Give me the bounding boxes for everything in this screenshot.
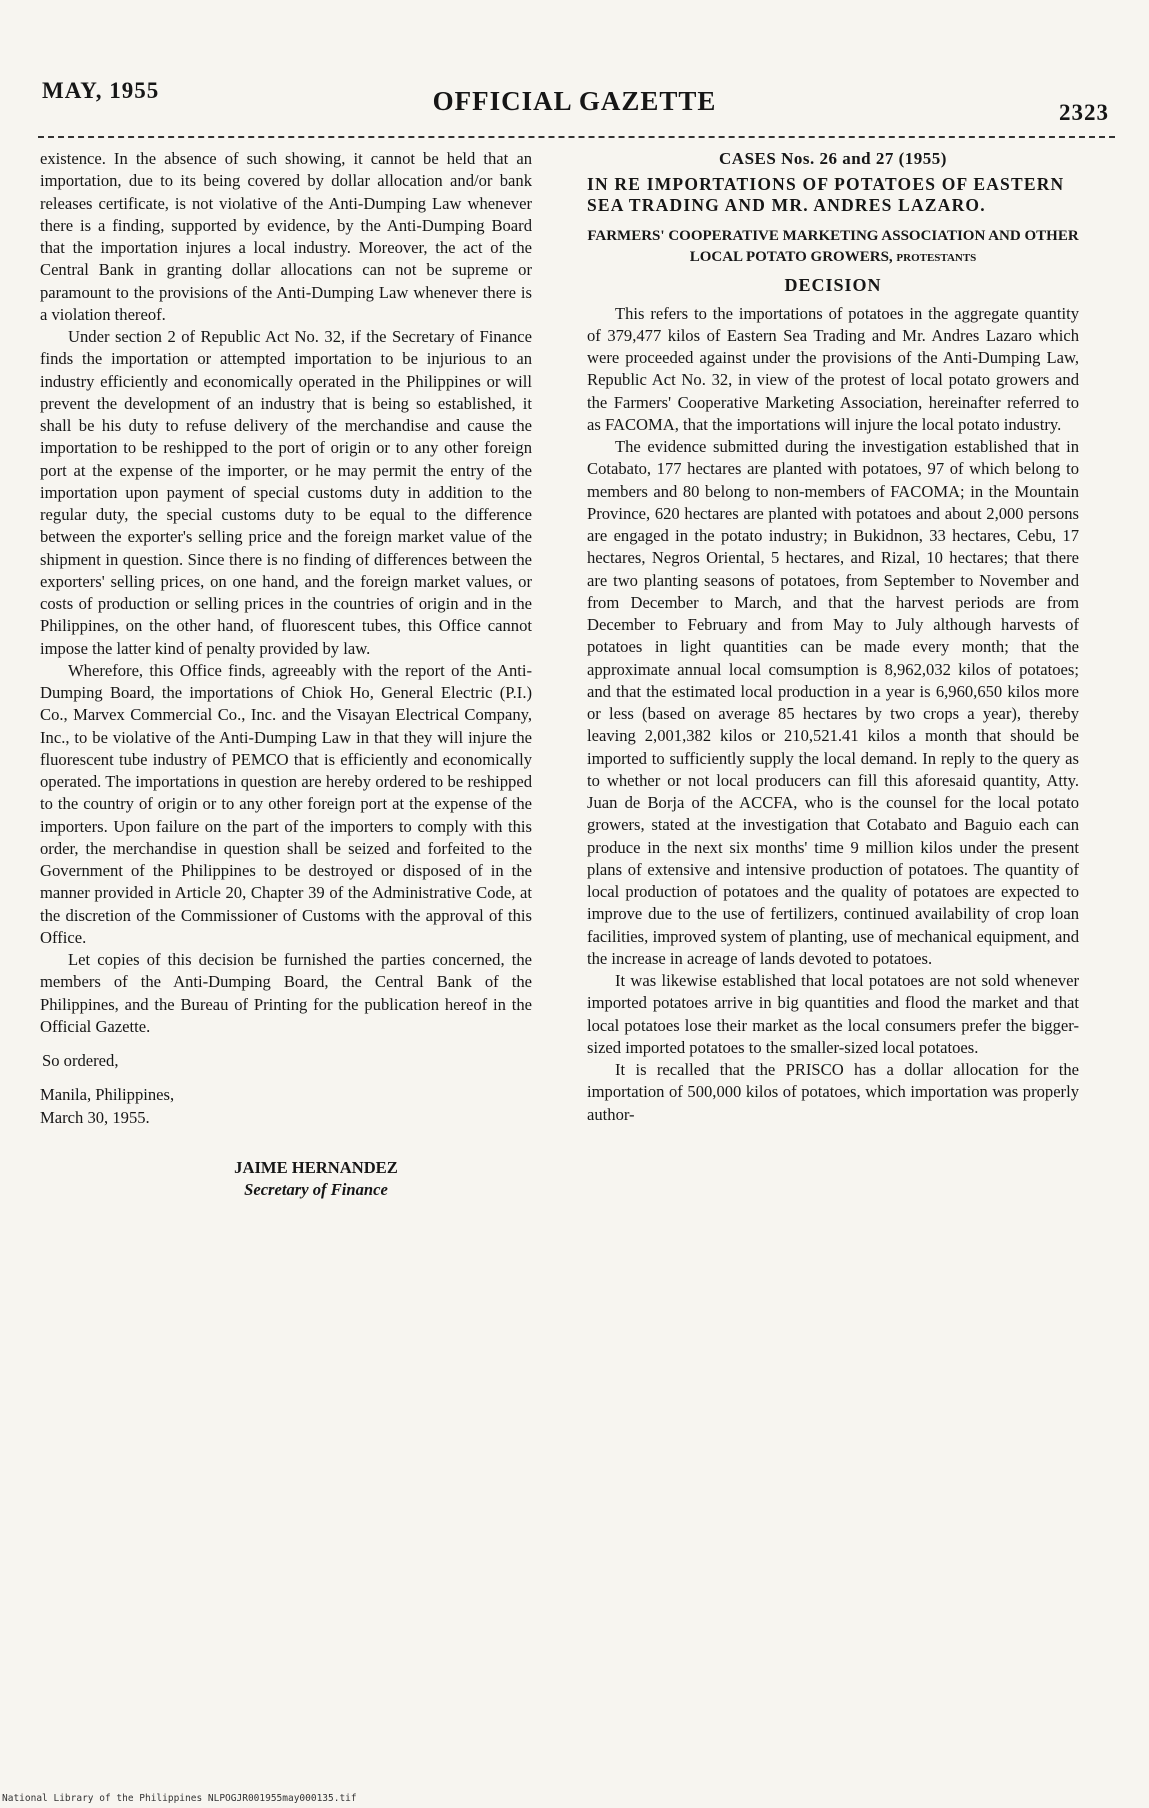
right-paragraph-4: It is recalled that the PRISCO has a dollar allocation for the importation of 500,000 kilos of potatoes, which importation was properly author- (587, 1060, 1079, 1124)
left-paragraph-3: Wherefore, this Office finds, agreeably with the report of the Anti-Dumping Board, the importations of Chiok Ho, General Electric (P.I.) Co., Marvex Commercial Co., Inc. and the Visayan Electrical Company, Inc., to be violative of the Anti-Dumping Law in that they will injure the fluorescent tube industry of PEMCO that is efficiently and economically operated. The importations in question are hereby ordered to be reshipped to the country of origin or to any other foreign port at the expense of the importers. Upon failure on the part of the importers to comply with this order, the merchandise in question shall be seized and forfeited to the Government of the Philippines to be destroyed or disposed of in the manner provided in Article 20, Chapter 39 of the Administrative Code, at the discretion of the Commissioner of Customs with the approval of this Office. (40, 660, 532, 947)
case-numbers: CASES Nos. 26 and 27 (1955) (719, 149, 947, 168)
left-paragraph-4: Let copies of this decision be furnished the parties concerned, the members of the Anti-Dumping Board, the Central Bank of the Philippines, and the Bureau of Printing for the publication hereof in the Official Gazette. (40, 950, 532, 1036)
header-rule (38, 136, 1115, 138)
right-column (587, 148, 1079, 1126)
right-paragraph-1: This refers to the importations of potatoes in the aggregate quantity of 379,477 kilos of Eastern Sea Trading and Mr. Andres Lazaro which were proceeded against under the provisions of the Anti-Dumping Law, Republic Act No. 32, in view of the protest of local potato growers and the Farmers' Cooperative Marketing Association, hereinafter referred to as FACOMA, that the importations will injure the local potato industry. (587, 303, 1079, 434)
signatory-title: Secretary of Finance (244, 1180, 388, 1199)
scan-footer: National Library of the Philippines NLPOGJR001955may000135.tif (2, 1793, 357, 1804)
header-title: OFFICIAL GAZETTE (432, 86, 717, 116)
left-paragraph-2: Under section 2 of Republic Act No. 32, if the Secretary of Finance finds the importation or attempted importation to be injurious to an industry efficiently and economically operated in the Philippines or will prevent the development of an industry that is being so established, it shall be his duty to refuse delivery of the merchandise and cause the importation to be reshipped to the port of origin or to any other foreign port at the expense of the importer, or he may permit the entry of the importation upon payment of special customs duty in addition to the regular duty, the special customs duty to be equal to the difference between the exporter's selling price and the foreign market value of the shipment in question. Since there is no finding of differences between the exporters' selling prices, on one hand, and the foreign market values, or costs of production or selling prices in the countries of origin and in the Philippines, on the other hand, of fluorescent tubes, this Office cannot impose the latter kind of penalty provided by law. (40, 327, 532, 658)
signatory-name: JAIME HERNANDEZ (234, 1157, 398, 1177)
right-paragraph-2: The evidence submitted during the investigation established that in Cotabato, 177 hectares are planted with potatoes, 97 of which belong to members and 80 belong to non-members of FACOMA; in the Mountain Province, 620 hectares are planted with potatoes and about 2,000 persons are engaged in the potato industry; in Bukidnon, 33 hectares, Cebu, 17 hectares, Negros Oriental, 5 hectares, and Rizal, 10 hectares; that there are two planting seasons of potatoes, from September to November and from December to March, and that the harvest periods are from December to February and from May to July although harvests of potatoes in light quantities can be made every month; that the approximate annual local comsumption is 8,962,032 kilos of potatoes; and that the estimated local production in a year is 6,960,650 kilos more or less (based on average 85 hectares by two crops a year), thereby leaving 2,001,382 kilos or 210,521.41 kilos a month that should be imported to sufficiently supply the local demand. In reply to the query as to whether or not local producers can fill this aforesaid quantity, Atty. Juan de Borja of the ACCFA, who is the counsel for the local potato growers, stated at the investigation that Cotabato and Baguio each can produce in the next six months' time 9 million kilos under the present plans of extensive and intensive production of potatoes. The quantity of local production of potatoes and the quality of potatoes are expected to improve due to the use of fertilizers, continued availability of crop loan facilities, improved system of planting, use of mechanical equipment, and the increase in acreage of lands devoted to potatoes. (587, 437, 1079, 968)
left-paragraph-1: existence. In the absence of such showing, it cannot be held that an importation, due to its being covered by dollar allocation and/or bank releases certificate, is not violative of the Anti-Dumping Law whenever there is a finding, supported by evidence, by the Anti-Dumping Board that the importation injures a local industry. Moreover, the act of the Central Bank in granting dollar allocations can not be supreme or paramount to the provisions of the Anti-Dumping Law whenever there is a violation thereof. (40, 149, 532, 324)
case-parties: FARMERS' COOPERATIVE MARKETING ASSOCIATION AND OTHER LOCAL POTATO GROWERS, protestants (587, 228, 1079, 266)
so-ordered: So ordered, (42, 1051, 119, 1070)
header-date: MAY, 1955 (42, 78, 160, 103)
decision-closing (40, 1050, 532, 1201)
decision-place: Manila, Philippines, (40, 1085, 175, 1105)
decision-heading: DECISION (784, 275, 882, 296)
case-title: IN RE IMPORTATIONS OF POTATOES OF EASTERN SEA TRADING AND MR. ANDRES LAZARO. (587, 174, 1065, 216)
header-page-number: 2323 (1059, 100, 1109, 125)
decision-date: March 30, 1955. (40, 1107, 150, 1127)
right-paragraph-3: It was likewise established that local potatoes are not sold whenever imported potatoes arrive in big quantities and flood the market and that local potatoes lose their market as the local consumers prefer the bigger-sized imported potatoes to the smaller-sized local potatoes. (587, 971, 1079, 1057)
left-column (40, 148, 532, 1201)
